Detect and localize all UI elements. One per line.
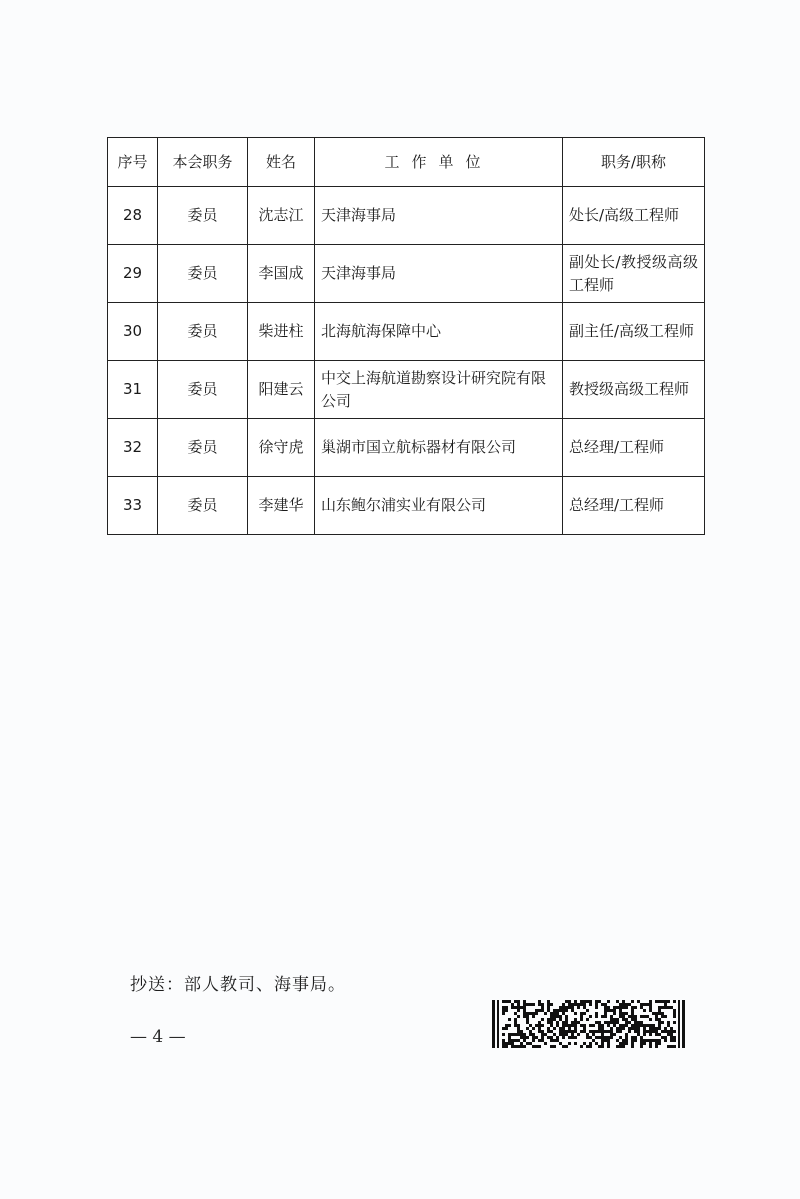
row-number: 28 bbox=[108, 187, 158, 245]
row-unit: 中交上海航道勘察设计研究院有限公司 bbox=[315, 361, 563, 419]
row-role: 委员 bbox=[158, 477, 248, 535]
table-row bbox=[108, 245, 705, 303]
row-name: 柴进柱 bbox=[248, 303, 315, 361]
row-unit: 北海航海保障中心 bbox=[315, 303, 563, 361]
page-number: — 4 — bbox=[130, 1027, 186, 1047]
row-title: 总经理/工程师 bbox=[563, 419, 705, 477]
row-role: 委员 bbox=[158, 361, 248, 419]
row-number: 30 bbox=[108, 303, 158, 361]
row-unit: 巢湖市国立航标器材有限公司 bbox=[315, 419, 563, 477]
row-number: 33 bbox=[108, 477, 158, 535]
table-row bbox=[108, 477, 705, 535]
row-name: 沈志江 bbox=[248, 187, 315, 245]
row-title: 教授级高级工程师 bbox=[563, 361, 705, 419]
row-title: 副处长/教授级高级工程师 bbox=[563, 245, 705, 303]
row-role: 委员 bbox=[158, 187, 248, 245]
row-role: 委员 bbox=[158, 303, 248, 361]
row-unit: 天津海事局 bbox=[315, 187, 563, 245]
table-header-row bbox=[108, 138, 705, 187]
table-row bbox=[108, 187, 705, 245]
row-title: 总经理/工程师 bbox=[563, 477, 705, 535]
header-unit: 工作单位 bbox=[315, 138, 563, 187]
row-name: 徐守虎 bbox=[248, 419, 315, 477]
row-title: 副主任/高级工程师 bbox=[563, 303, 705, 361]
table-row bbox=[108, 361, 705, 419]
row-unit: 山东鲍尔浦实业有限公司 bbox=[315, 477, 563, 535]
row-role: 委员 bbox=[158, 245, 248, 303]
header-name: 姓名 bbox=[248, 138, 315, 187]
committee-roster-table bbox=[107, 137, 705, 535]
row-unit: 天津海事局 bbox=[315, 245, 563, 303]
row-number: 31 bbox=[108, 361, 158, 419]
row-role: 委员 bbox=[158, 419, 248, 477]
header-title: 职务/职称 bbox=[563, 138, 705, 187]
header-role: 本会职务 bbox=[158, 138, 248, 187]
row-name: 李国成 bbox=[248, 245, 315, 303]
header-num: 序号 bbox=[108, 138, 158, 187]
table-row bbox=[108, 419, 705, 477]
row-number: 29 bbox=[108, 245, 158, 303]
table-row bbox=[108, 303, 705, 361]
barcode-image bbox=[492, 1000, 685, 1048]
cc-recipients: 抄送：部人教司、海事局。 bbox=[130, 975, 346, 995]
row-title: 处长/高级工程师 bbox=[563, 187, 705, 245]
row-name: 李建华 bbox=[248, 477, 315, 535]
row-number: 32 bbox=[108, 419, 158, 477]
row-name: 阳建云 bbox=[248, 361, 315, 419]
